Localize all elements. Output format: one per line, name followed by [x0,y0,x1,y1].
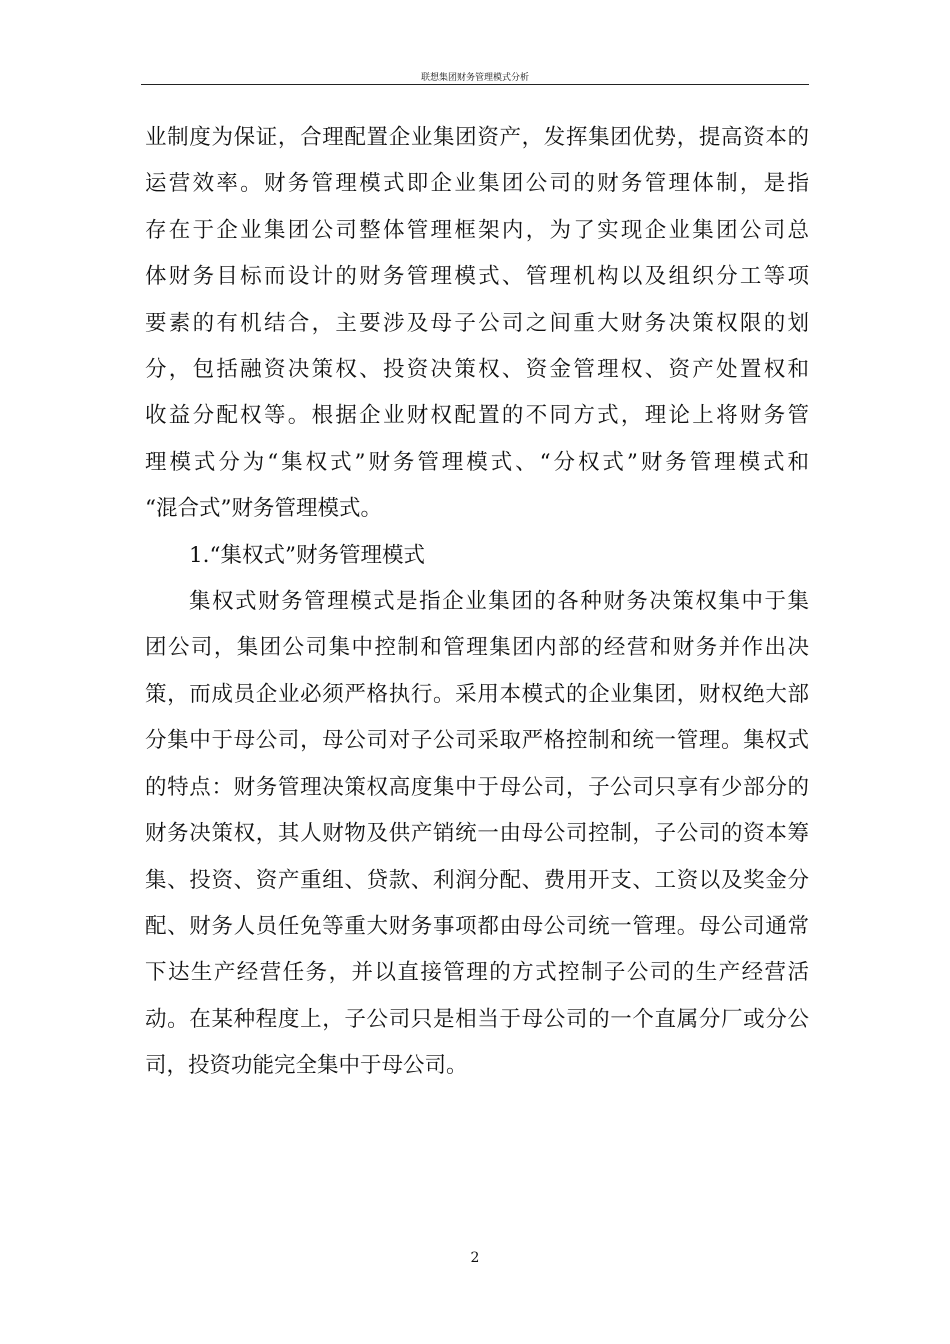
paragraph-line: 司，投资功能完全集中于母公司。 [145,1053,468,1079]
paragraph-line: 分，包括融资决策权、投资决策权、资金管理权、资产处置权和 [145,357,809,383]
paragraph-line: 财务决策权，其人财物及供产销统一由母公司控制，子公司的资本筹 [145,821,809,847]
page-number: 2 [470,1250,480,1266]
paragraph-line: “混合式”财务管理模式。 [145,496,382,522]
running-header: 联想集团财务管理模式分析 [141,74,809,85]
paragraph-line: 体财务目标而设计的财务管理模式、管理机构以及组织分工等项 [145,264,809,290]
paragraph-line: 集权式财务管理模式是指企业集团的各种财务决策权集中于集 [189,589,809,615]
paragraph-line: 运营效率。财务管理模式即企业集团公司的财务管理体制，是指 [145,171,809,197]
paragraph-line: 理模式分为“集权式”财务管理模式、“分权式”财务管理模式和 [145,449,809,475]
paragraph-line: 配、财务人员任免等重大财务事项都由母公司统一管理。母公司通常 [145,913,809,939]
paragraph-line: 的特点：财务管理决策权高度集中于母公司，子公司只享有少部分的 [145,774,809,800]
paragraph-line: 业制度为保证，合理配置企业集团资产，发挥集团优势，提高资本的 [145,125,809,150]
paragraph-line: 策，而成员企业必须严格执行。采用本模式的企业集团，财权绝大部 [145,681,809,707]
paragraph-line: 团公司，集团公司集中控制和管理集团内部的经营和财务并作出决 [145,635,809,661]
section-heading: 1.“集权式”财务管理模式 [189,542,425,568]
paragraph-line: 要素的有机结合，主要涉及母子公司之间重大财务决策权限的划 [145,310,809,336]
paragraph-line: 收益分配权等。根据企业财权配置的不同方式，理论上将财务管 [145,403,809,429]
paragraph-line: 存在于企业集团公司整体管理框架内，为了实现企业集团公司总 [145,217,809,243]
paragraph-line: 集、投资、资产重组、贷款、利润分配、费用开支、工资以及奖金分 [145,867,809,893]
body-text [145,115,809,1090]
paragraph-line: 下达生产经营任务，并以直接管理的方式控制子公司的生产经营活 [145,960,809,986]
paragraph-line: 分集中于母公司，母公司对子公司采取严格控制和统一管理。集权式 [145,728,809,754]
paragraph-line: 动。在某种程度上，子公司只是相当于母公司的一个直属分厂或分公 [145,1006,809,1032]
